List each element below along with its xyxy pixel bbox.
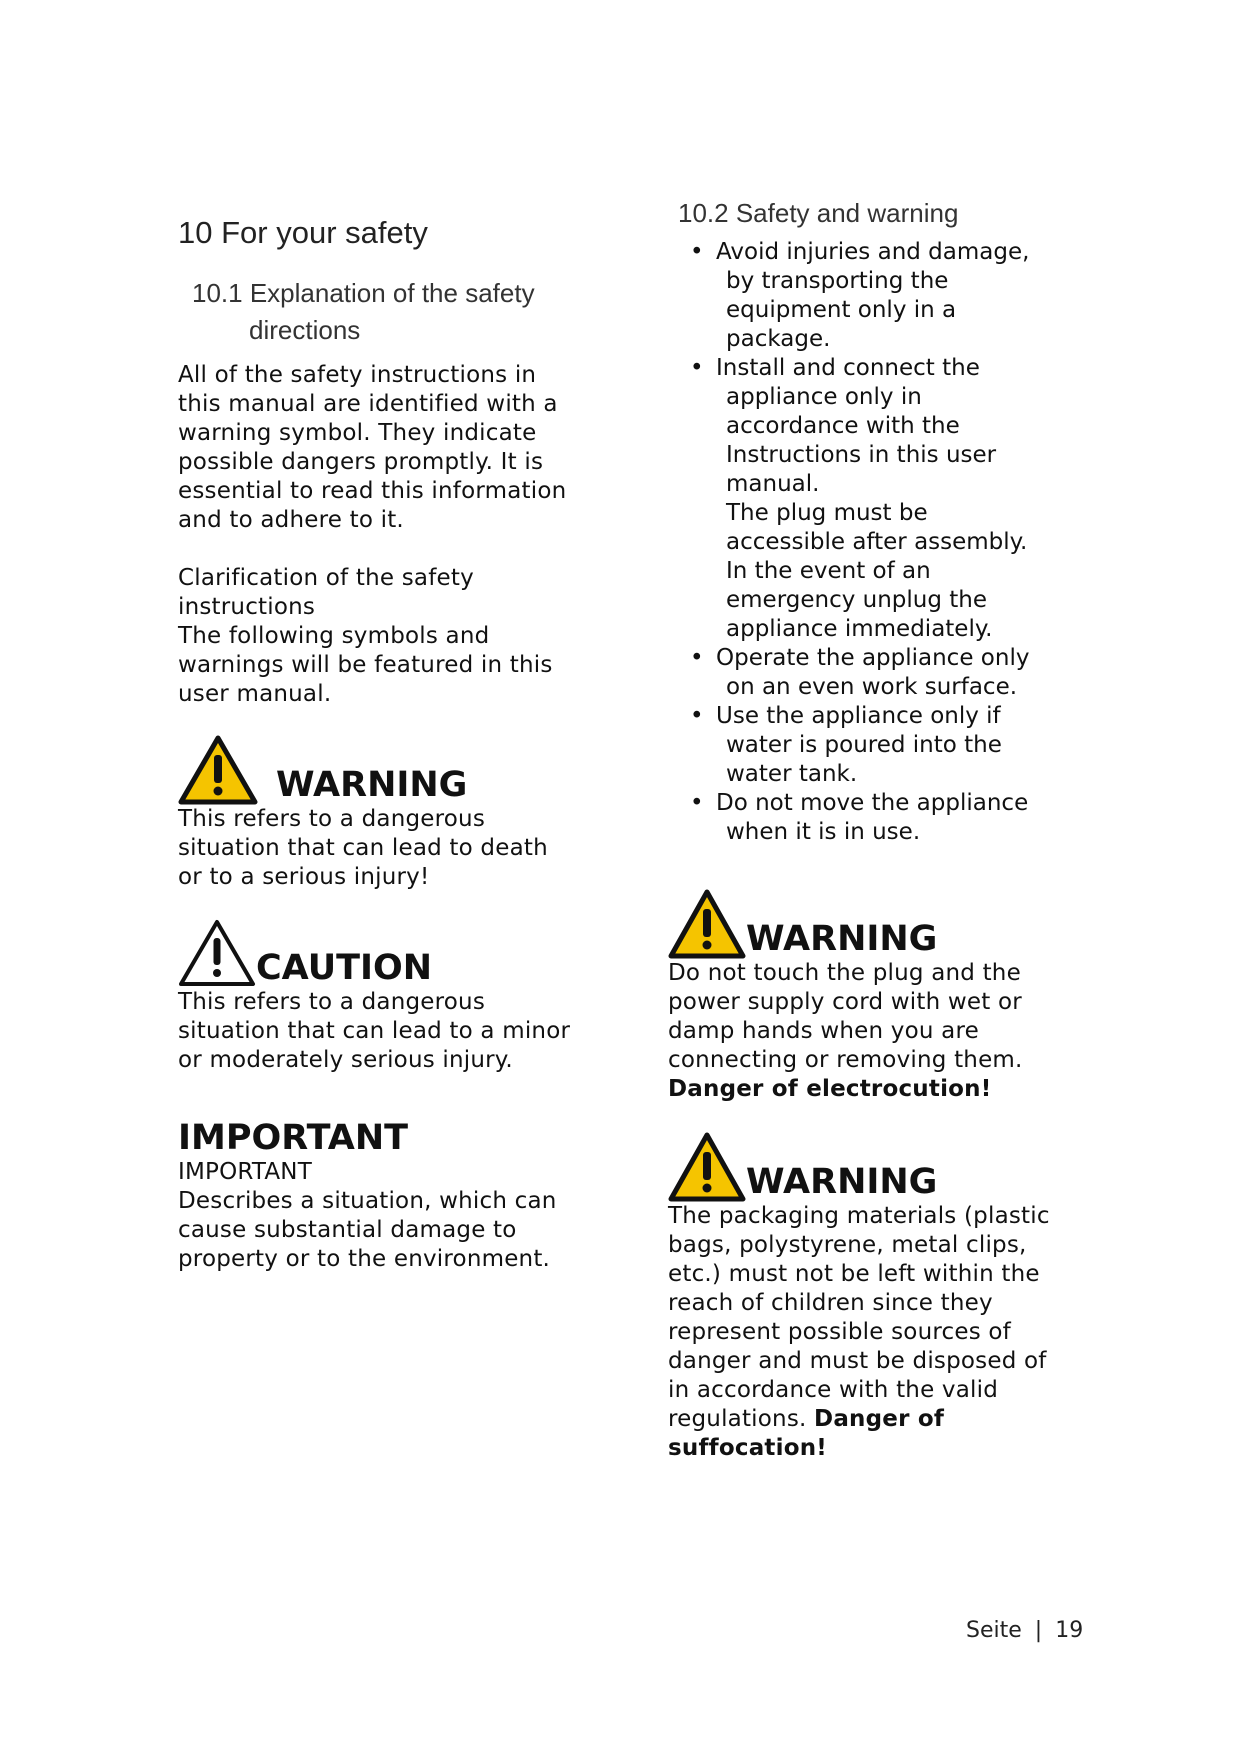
bullet-icon: •: [690, 703, 704, 729]
bullet-icon: •: [690, 239, 704, 265]
right-column: [668, 195, 1088, 1463]
bullet-line: accessible after assembly.: [726, 529, 1028, 555]
warning-sign: [178, 735, 598, 805]
bullet-line: on an even work surface.: [726, 674, 1018, 700]
important-line: IMPORTANT: [178, 1158, 312, 1185]
warning-line: reach of children since they: [668, 1290, 993, 1316]
warning-line: damp hands when you are: [668, 1018, 979, 1044]
caution-line: This refers to a dangerous: [178, 989, 486, 1015]
list-item: [690, 644, 1088, 702]
spacer: [178, 535, 598, 564]
warning-label: WARNING: [276, 765, 468, 805]
list-item: [690, 789, 1088, 847]
intro-line: and to adhere to it.: [178, 507, 404, 533]
warning-line: This refers to a dangerous: [178, 806, 486, 832]
warning-description: [178, 805, 598, 892]
bullet-line: accordance with the: [726, 413, 960, 439]
subsection-title-10-1: [192, 275, 598, 349]
warning-electrocution-description: [668, 959, 1088, 1104]
caution-sign: [178, 918, 598, 988]
bullet-line: Do not move the appliance: [716, 790, 1029, 816]
warning-triangle-icon: [178, 735, 258, 805]
clarification-line: warnings will be featured in this: [178, 652, 553, 678]
bullet-icon: •: [690, 355, 704, 381]
bullet-line: The plug must be: [726, 500, 928, 526]
footer-separator: |: [1034, 1618, 1043, 1643]
warning-line-text: regulations.: [668, 1406, 815, 1432]
warning-triangle-icon: [668, 889, 746, 959]
clarification-paragraph: [178, 564, 598, 709]
warning-line: The packaging materials (plastic: [668, 1203, 1050, 1229]
warning-line: in accordance with the valid: [668, 1377, 999, 1403]
danger-suffocation-text: Danger of: [814, 1406, 945, 1432]
clarification-line: instructions: [178, 594, 316, 620]
warning-label: WARNING: [746, 919, 938, 959]
list-item: [690, 354, 1088, 644]
intro-line: possible dangers promptly. It is: [178, 449, 544, 475]
bullet-line: Operate the appliance only: [716, 645, 1030, 671]
danger-electrocution-text: Danger of electrocution!: [668, 1076, 992, 1102]
clarification-line: Clarification of the safety: [178, 565, 474, 591]
bullet-line: emergency unplug the: [726, 587, 988, 613]
caution-line: or moderately serious injury.: [178, 1047, 513, 1073]
warning-line: situation that can lead to death: [178, 835, 548, 861]
intro-line: essential to read this information: [178, 478, 567, 504]
caution-label: CAUTION: [256, 948, 433, 988]
subsection-title-line1: 10.1 Explanation of the safety: [192, 278, 535, 308]
bullet-line: manual.: [726, 471, 820, 497]
intro-paragraph: [178, 361, 598, 535]
list-item: [690, 238, 1088, 354]
footer-label: Seite: [966, 1618, 1022, 1643]
danger-suffocation-text: suffocation!: [668, 1435, 827, 1461]
warning-line: etc.) must not be left within the: [668, 1261, 1040, 1287]
warning-line: power supply cord with wet or: [668, 989, 1022, 1015]
bullet-line: by transporting the: [726, 268, 949, 294]
clarification-line: The following symbols and: [178, 623, 490, 649]
important-line: cause substantial damage to: [178, 1216, 517, 1243]
intro-line: this manual are identified with a: [178, 391, 558, 417]
page-number: 19: [1055, 1618, 1084, 1643]
bullet-icon: •: [690, 645, 704, 671]
bullet-line: Use the appliance only if: [716, 703, 1001, 729]
warning-suffocation-description: [668, 1202, 1088, 1463]
warning-line: Do not touch the plug and the: [668, 960, 1021, 986]
warning-label: WARNING: [746, 1162, 938, 1202]
bullet-line: equipment only in a: [726, 297, 957, 323]
bullet-line: when it is in use.: [726, 819, 921, 845]
bullet-line: Avoid injuries and damage,: [716, 239, 1030, 265]
warning-sign-suffocation: [668, 1132, 1088, 1202]
section-title: 10 For your safety: [178, 215, 428, 250]
warning-line: danger and must be disposed of: [668, 1348, 1047, 1374]
subsection-title-10-2: 10.2 Safety and warning: [678, 198, 959, 228]
list-item: [690, 702, 1088, 789]
warning-line: bags, polystyrene, metal clips,: [668, 1232, 1027, 1258]
bullet-line: package.: [726, 326, 831, 352]
left-column: [178, 215, 598, 1274]
warning-line: represent possible sources of: [668, 1319, 1011, 1345]
caution-triangle-icon: [178, 918, 256, 988]
bullet-icon: •: [690, 790, 704, 816]
important-title: IMPORTANT: [178, 1118, 409, 1158]
warning-triangle-icon: [668, 1132, 746, 1202]
bullet-line: appliance only in: [726, 384, 922, 410]
bullet-line: water tank.: [726, 761, 858, 787]
bullet-line: Install and connect the: [716, 355, 980, 381]
caution-line: situation that can lead to a minor: [178, 1018, 571, 1044]
important-description: [178, 1158, 598, 1274]
warning-sign-electrocution: [668, 889, 1088, 959]
important-line: Describes a situation, which can: [178, 1187, 557, 1214]
page-footer: [966, 1618, 1083, 1643]
bullet-line: appliance immediately.: [726, 616, 993, 642]
warning-line: [668, 1405, 1088, 1434]
intro-line: warning symbol. They indicate: [178, 420, 537, 446]
safety-bullet-list: [690, 238, 1088, 847]
subsection-title-line2: directions: [249, 315, 361, 345]
bullet-line: Instructions in this user: [726, 442, 997, 468]
warning-line: connecting or removing them.: [668, 1047, 1023, 1073]
clarification-line: user manual.: [178, 681, 332, 707]
bullet-line: In the event of an: [726, 558, 931, 584]
caution-description: [178, 988, 598, 1075]
important-line: property or to the environment.: [178, 1245, 551, 1272]
intro-line: All of the safety instructions in: [178, 362, 537, 388]
bullet-line: water is poured into the: [726, 732, 1002, 758]
warning-line: or to a serious injury!: [178, 864, 430, 890]
